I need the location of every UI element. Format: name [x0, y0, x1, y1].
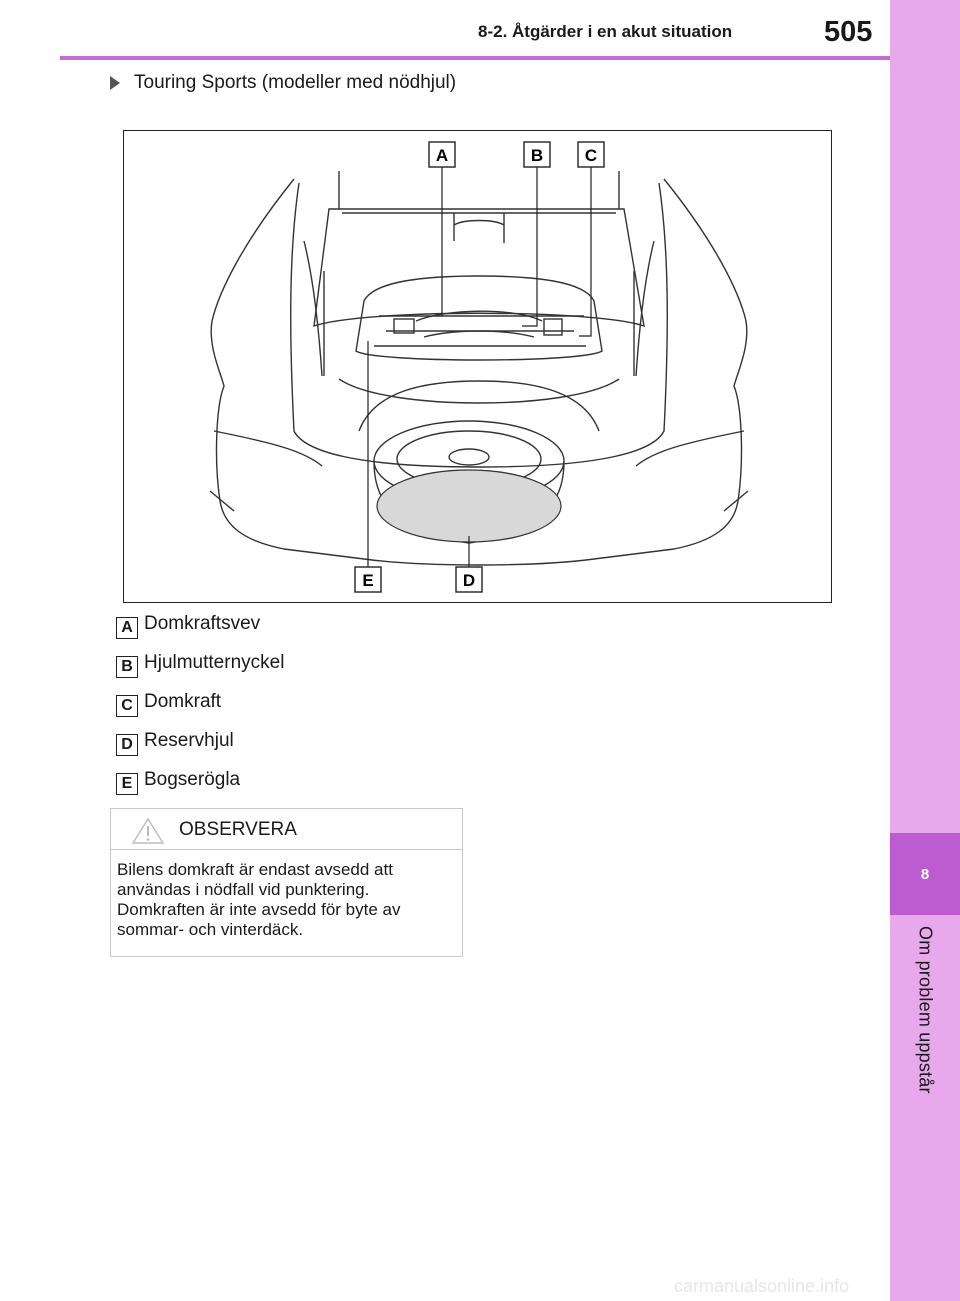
legend-badge: B [116, 656, 138, 678]
bullet-triangle-icon [110, 76, 120, 90]
watermark: carmanualsonline.info [674, 1276, 850, 1296]
legend-item [116, 682, 284, 721]
callout-label-d: D [462, 571, 476, 590]
legend-item [116, 643, 284, 682]
legend-badge: A [116, 617, 138, 639]
legend-badge: E [116, 773, 138, 795]
notice-line: Bilens domkraft är endast avsedd att [117, 860, 393, 879]
callout-label-c: C [584, 146, 598, 165]
warning-triangle-icon [131, 817, 165, 845]
section-heading-text: Touring Sports (modeller med nödhjul) [134, 72, 457, 93]
notice-header [111, 809, 462, 850]
legend-item [116, 760, 284, 799]
trunk-illustration [123, 130, 832, 603]
trunk-drawing [124, 131, 830, 601]
section-header-title: 8-2. Åtgärder i en akut situation [478, 22, 733, 41]
legend-badge: D [116, 734, 138, 756]
legend-badge: C [116, 695, 138, 717]
legend-text: Domkraft [144, 690, 222, 712]
header-divider [60, 56, 890, 60]
notice-body [111, 850, 462, 940]
callout-label-b: B [530, 146, 544, 165]
legend-text: Bogserögla [144, 768, 241, 790]
notice-title: OBSERVERA [179, 819, 297, 840]
notice-box [110, 808, 463, 957]
legend-text: Domkraftsvev [144, 612, 261, 634]
chapter-number: 8 [920, 865, 930, 883]
chapter-title-tab [890, 918, 960, 1128]
notice-line: användas i nödfall vid punktering. [117, 880, 370, 899]
callout-label-a: A [435, 146, 449, 165]
component-legend [116, 604, 284, 799]
notice-line: Domkraften är inte avsedd för byte av [117, 900, 401, 919]
legend-item [116, 721, 284, 760]
chapter-title: Om problem uppstår [915, 926, 936, 1094]
legend-text: Reservhjul [144, 729, 234, 751]
section-heading [110, 72, 456, 94]
page-number: 505 [824, 16, 873, 48]
legend-item [116, 604, 284, 643]
callout-label-e: E [362, 571, 374, 590]
chapter-number-tab[interactable] [890, 833, 960, 915]
notice-line: sommar- och vinterdäck. [117, 920, 304, 939]
legend-text: Hjulmutternyckel [144, 651, 285, 673]
